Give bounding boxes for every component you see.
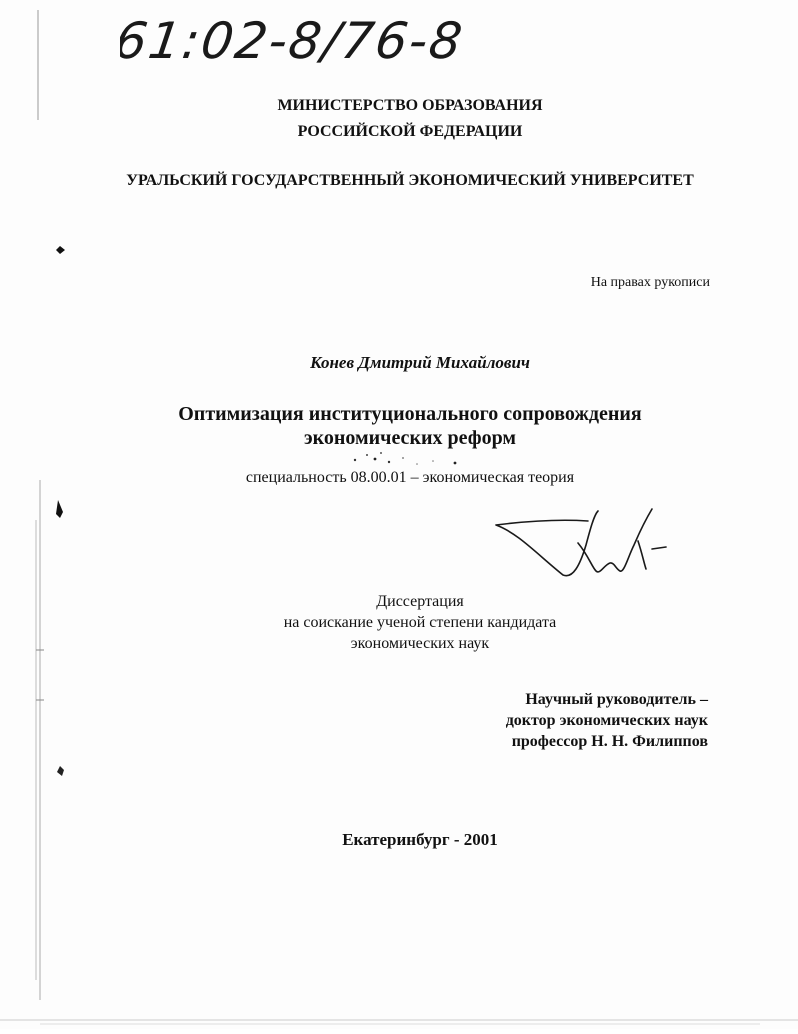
supervisor-block [430, 689, 708, 752]
scan-bottom-edge [0, 1016, 798, 1029]
ministry-line-2: РОССИЙСКОЙ ФЕДЕРАЦИИ [297, 123, 523, 140]
archive-number-handwritten [120, 6, 480, 76]
supervisor-line-1: Научный руководитель – [525, 691, 708, 708]
signature [488, 505, 678, 580]
title-line-2: экономических реформ [303, 427, 517, 449]
dissertation-title [140, 402, 680, 450]
work-type-line-2: на соискание ученой степени кандидата [283, 614, 557, 631]
title-line-1: Оптимизация институционального сопровождения [178, 403, 642, 425]
scan-bottom-edge-graphic [0, 1016, 798, 1029]
supervisor-line-3: профессор Н. Н. Филиппов [511, 733, 708, 750]
author-name: Конев Дмитрий Михайлович [310, 353, 530, 372]
scan-edge-marks-graphic [0, 0, 80, 1029]
ministry-line-1: МИНИСТЕРСТВО ОБРАЗОВАНИЯ [277, 97, 543, 114]
stamp-noise [345, 446, 475, 470]
archive-number-graphic [120, 6, 480, 76]
scan-edge-marks [0, 0, 80, 1029]
supervisor-line-2: доктор экономических наук [505, 712, 708, 729]
university-name: УРАЛЬСКИЙ ГОСУДАРСТВЕННЫЙ ЭКОНОМИЧЕСКИЙ УНИВЕРСИТЕТ [126, 172, 694, 189]
specialty-line: специальность 08.00.01 – экономическая теория [245, 469, 575, 486]
signature-graphic [488, 505, 678, 580]
manuscript-note: На правах рукописи [590, 275, 710, 290]
city-year: Екатеринбург - 2001 [342, 830, 498, 849]
work-type-line-3: экономических наук [350, 635, 490, 652]
work-type [190, 591, 650, 654]
work-type-line-1: Диссертация [376, 593, 464, 610]
ministry-header [200, 93, 620, 145]
stamp-noise-graphic [345, 446, 475, 470]
svg-text:61:02-8/76-8: 61:02-8/76-8 [120, 11, 468, 70]
